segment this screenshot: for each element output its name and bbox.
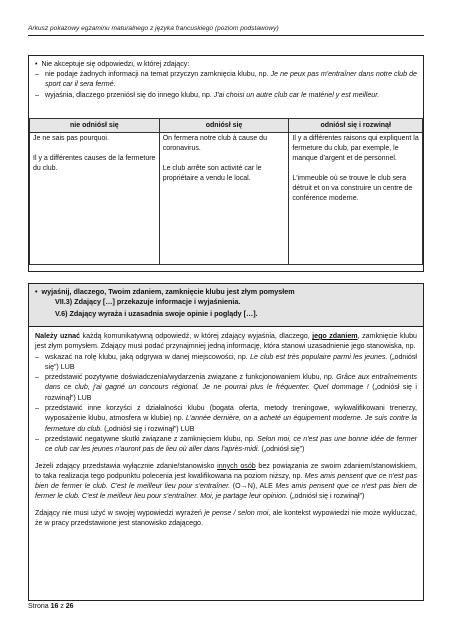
- list-item: – nie podaje żadnych informacji na temat przyczyn zamknięcia klubu, np. Je ne peux pas m'entraîner dans notre club de sport car il sera fermé.: [35, 70, 417, 89]
- phrases-paragraph: [35, 508, 417, 529]
- table-cell: [159, 133, 289, 265]
- task-title-text: wyjaśnij, dlaczego, Twoim zdaniem, zamknięcie klubu jest złym pomysłem: [41, 287, 295, 296]
- page-header: Arkusz pokazowy egzaminu maturalnego z języka francuskiego (poziom podstawowy): [28, 25, 279, 32]
- para-text: , ale kontekst wypowiedzi nie może wykluczać, że w pracy przedstawione jest stanowisko zdającego.: [35, 508, 417, 528]
- bullet-not-accepted: [35, 59, 417, 69]
- item-text: wyjaśnia, dlaczego przeniósł się do innego klubu, np.: [45, 90, 214, 99]
- table-header: odniósł się: [159, 119, 289, 133]
- cell-text: Le club arrête son activité car le propriétaire a vendu le local.: [162, 165, 262, 182]
- list-item: – wskazać na rolę klubu, jaką odgrywa w danej miejscowości, np. Le club est très populaire parmi les jeunes. („odniósł się”) LUB: [35, 352, 417, 371]
- para-text: bez powiązania ze swoim zdaniem/stanowiskiem, to taka realizacja tego podpunktu polecenia jest kwalifikowana na poziom niższy, np.: [35, 461, 417, 480]
- bullet-icon: •: [35, 287, 38, 296]
- item-example: Selon moi, ce n'est pas une bonne idée de fermer ce club car les jeunes n'auront pas de lieu où aller dans l'après-midi.: [45, 434, 417, 454]
- table-row: [30, 133, 423, 265]
- item-text: przedstawić inne korzyści z działalności klubu (bogata oferta, metody treningowe, wykwalifikowani trenerzy, wyposażenie klubu, atmosfera w klubie) np.: [45, 404, 417, 423]
- item-example: Grâce aux entraînements dans ce club, j'ai gagné un concours régional. Je ne pourrai plus le fréquenter. Quel dommage !: [45, 373, 418, 392]
- header-divider: [28, 35, 424, 36]
- task-title: [35, 287, 295, 296]
- para-text: Jeżeli zdający przedstawia wyłącznie zdanie/stanowisko: [35, 461, 218, 470]
- criteria-box-2: [28, 283, 424, 601]
- requirement-2: V.6) Zdający wyraża i uzasadnia swoje opinie i poglądy […].: [55, 309, 258, 318]
- cell-text: Il y a différentes raisons qui expliquent la fermeture du club, par exemple, le manque d'argent et de personnel.: [292, 135, 419, 162]
- list-item: – przedstawić pozytywne doświadczenia/wydarzenia związane z funkcjonowaniem klubu, np. Grâce aux entraînements dans ce club, j'ai gagné un concours régional. Je ne pourrai plus le fréquenter. Quel dommage ! („odniósł się i rozwinął”) LUB: [35, 373, 418, 402]
- para-text: (O→N), ALE: [230, 482, 276, 491]
- item-note: („odniósł się”): [259, 445, 305, 454]
- list-item: – przedstawić inne korzyści z działalności klubu (bogata oferta, metody treningowe, wykwalifikowani trenerzy, wyposażenie klubu, atmosfera w klubie) np. L'année dernière, on a acheté un équipement moderne. Je suis contre la fermeture du club. („odniósł się i rozwinął”) LUB: [35, 404, 417, 433]
- page-footer: [28, 603, 74, 610]
- table-header: odniósł się i rozwinął: [289, 119, 423, 133]
- cell-text: L'immeuble où se trouve le club sera détruit et on va construire un centre de conférence moderne.: [292, 175, 413, 202]
- para-emphasis: innych osób: [217, 461, 256, 470]
- table-cell: [289, 133, 423, 265]
- footer-text: Strona: [28, 603, 51, 610]
- intro-paragraph: [35, 331, 417, 352]
- intro-text: każdą komunikatywną odpowiedź, w której zdający wyjaśnia, dlaczego,: [80, 332, 313, 340]
- table-cell: [30, 133, 160, 265]
- item-note: („odniósł się i rozwinął”) LUB: [102, 424, 195, 433]
- bullet-text: Nie akceptuje się odpowiedzi, w której zdający:: [41, 60, 190, 68]
- item-note: („odniósł się”) LUB: [45, 352, 417, 371]
- criteria-box-1: [28, 55, 424, 272]
- item-text: przedstawić pozytywne doświadczenia/wydarzenia związane z funkcjonowaniem klubu, np.: [45, 373, 337, 382]
- item-example: L'année dernière, on a acheté un équipement moderne. Je suis contre la fermeture du club.: [45, 414, 417, 433]
- list-item: – wyjaśnia, dlaczego przeniósł się do innego klubu, np. J'ai choisi un autre club car le matériel y est meilleur.: [35, 90, 380, 99]
- page-total: 26: [65, 603, 74, 610]
- not-accepted-list: [35, 69, 417, 100]
- bullet-icon: •: [35, 60, 38, 68]
- item-text: wskazać na rolę klubu, jaką odgrywa w danej miejscowości, np.: [45, 352, 251, 361]
- item-example: Le club est très populaire parmi les jeunes.: [250, 352, 388, 361]
- para-text: Zdający nie musi użyć w swojej wypowiedzi wyrażeń: [35, 508, 205, 517]
- intro-text: , zamknięcie klubu jest złym pomysłem. Zdający musi podać przynajmniej jedną informację, która stanowi uzasadnienie jego stanowiska, np.: [35, 332, 417, 351]
- para-note: („odniósł się i rozwinął”): [287, 492, 365, 501]
- footer-text: z: [58, 603, 66, 610]
- page-number: 16: [50, 603, 59, 610]
- criteria-body: [35, 331, 417, 528]
- intro-bold: Należy uznać: [35, 332, 81, 340]
- item-text: przedstawić negatywne skutki związane z zamknięciem klubu, np.: [45, 434, 258, 443]
- cell-text: On fermera notre club à cause du coronavirus.: [162, 135, 267, 152]
- para-example: Mes amis pensent que ce n'est pas bien de fermer le club. C'est le meilleur lieu pour s'entraîner. Moi, je partage leur opinion.: [35, 482, 417, 501]
- intro-emphasis: jego zdaniem: [312, 332, 358, 340]
- item-note: („odniósł się i rozwinął”) LUB: [45, 383, 418, 402]
- others-opinion-paragraph: [35, 461, 417, 502]
- task-header: [29, 284, 423, 327]
- examples-table: [29, 118, 423, 265]
- cell-text: Il y a différentes causes de la fermeture du club.: [33, 155, 156, 172]
- list-item: – przedstawić negatywne skutki związane z zamknięciem klubu, np. Selon moi, ce n'est pas une bonne idée de fermer ce club car les jeunes n'auront pas de lieu où aller dans l'après-midi. („odniósł się”): [35, 434, 417, 454]
- accepted-list: [35, 352, 417, 455]
- table-header: nie odniósł się: [30, 119, 160, 133]
- para-example: je pense / selon moi: [204, 508, 269, 517]
- item-example: J'ai choisi un autre club car le matériel y est meilleur.: [213, 90, 380, 99]
- para-example: Mes amis pensent que ce n'est pas bien de fermer le club. C'est le meilleur lieu pour s'entraîner.: [35, 471, 417, 491]
- item-example: Je ne peux pas m'entraîner dans notre club de sport car il sera fermé.: [45, 70, 417, 89]
- requirement-1: VII.3) Zdający […] przekazuje informacje i wyjaśnienia.: [55, 297, 241, 306]
- cell-text: Je ne sais pas pourquoi.: [33, 135, 109, 142]
- item-text: nie podaje żadnych informacji na temat przyczyn zamknięcia klubu, np.: [45, 70, 271, 78]
